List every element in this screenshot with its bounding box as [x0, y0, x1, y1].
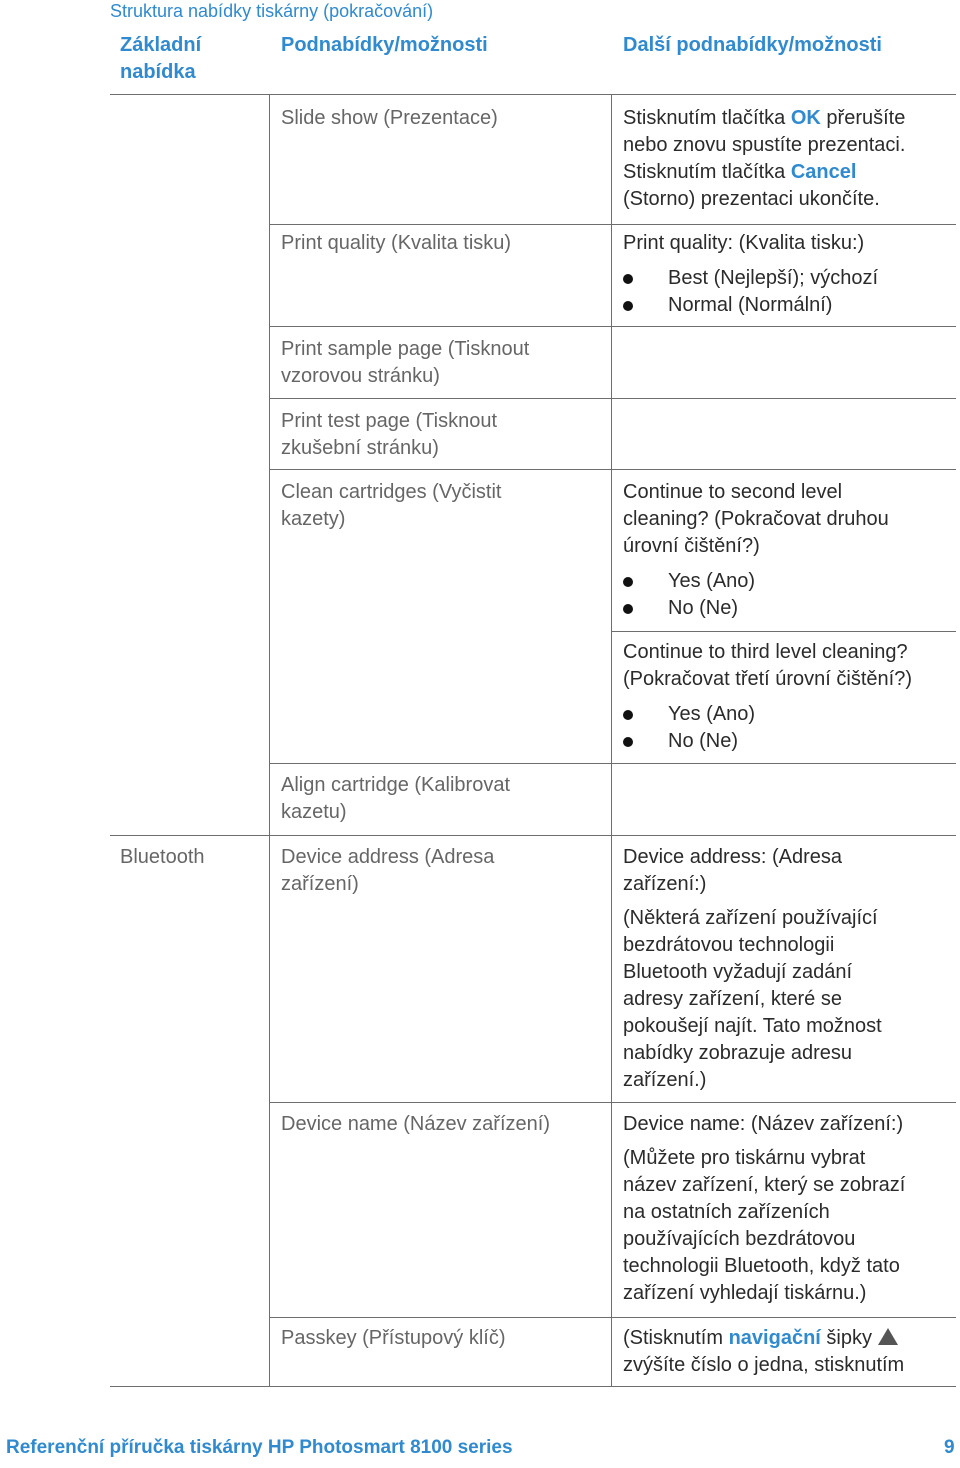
- row-divider: [270, 398, 956, 399]
- bullet-icon: [623, 274, 633, 284]
- cancel-button-label: Cancel: [790, 161, 857, 183]
- row-divider: [270, 469, 956, 470]
- row-divider: [612, 631, 956, 632]
- page-number: 9: [944, 1437, 955, 1458]
- slide-show-description: Stisknutím tlačítka OK přerušíte nebo znovu spustíte prezentaci. Stisknutím tlačítka Cancel (Storno) prezentaci ukončíte.: [623, 107, 906, 210]
- option-device-address: Device address (Adresa zařízení): [281, 846, 495, 895]
- column-header-submenus: Podnabídky/možnosti: [281, 34, 488, 56]
- page-header: Struktura nabídky tiskárny (pokračování): [110, 1, 434, 21]
- up-arrow-icon: [878, 1328, 898, 1345]
- option-device-name: Device name (Název zařízení): [281, 1113, 550, 1135]
- ok-button-label: OK: [790, 107, 821, 129]
- row-divider: [270, 1317, 956, 1318]
- column-header-main-menu: Základní nabídka: [120, 34, 202, 83]
- bullet-icon: [623, 710, 633, 720]
- bullet-icon: [623, 301, 633, 311]
- option-clean-cartridges: Clean cartridges (Vyčistit kazety): [281, 481, 502, 530]
- bullet-icon: [623, 577, 633, 587]
- navigation-label: navigační: [728, 1327, 821, 1349]
- section-divider: [110, 835, 956, 836]
- column-divider-1: [269, 95, 270, 1386]
- device-address-label: Device address: (Adresa zařízení:): [623, 846, 842, 895]
- footer-title: Referenční příručka tiskárny HP Photosmart 8100 series: [6, 1437, 513, 1458]
- bullet-icon: [623, 737, 633, 747]
- option-passkey: Passkey (Přístupový klíč): [281, 1327, 506, 1349]
- column-divider-2: [611, 95, 612, 1386]
- option-slide-show: Slide show (Prezentace): [281, 107, 498, 129]
- table-header-rule: [110, 94, 956, 95]
- passkey-description: (Stisknutím navigační šipky zvýšíte číslo o jedna, stisknutím: [623, 1327, 905, 1376]
- device-name-description: (Můžete pro tiskárnu vybrat název zařízení, který se zobrazí na ostatních zařízeních používajících bezdrátovou technologii Bluetooth, když tato zařízení vyhledají tiskárnu.): [623, 1147, 906, 1304]
- menu-bluetooth: Bluetooth: [120, 846, 205, 868]
- second-level-cleaning-question: Continue to second level cleaning? (Pokračovat druhou úrovní čištění?): [623, 481, 889, 557]
- print-quality-label: Print quality: (Kvalita tisku:): [623, 232, 865, 254]
- option-print-quality: Print quality (Kvalita tisku): [281, 232, 512, 254]
- column-header-more-options: Další podnabídky/možnosti: [623, 34, 882, 56]
- device-name-label: Device name: (Název zařízení:): [623, 1113, 904, 1135]
- option-print-sample-page: Print sample page (Tisknout vzorovou stránku): [281, 338, 530, 387]
- third-level-cleaning-question: Continue to third level cleaning? (Pokračovat třetí úrovní čištění?): [623, 641, 913, 690]
- row-divider: [270, 1102, 956, 1103]
- option-print-test-page: Print test page (Tisknout zkušební stránku): [281, 410, 498, 459]
- bullet-icon: [623, 604, 633, 614]
- row-divider: [270, 763, 956, 764]
- row-divider: [270, 326, 956, 327]
- row-divider: [270, 224, 956, 225]
- table-bottom-rule: [110, 1386, 956, 1387]
- device-address-description: (Některá zařízení používající bezdrátovou technologii Bluetooth vyžadují zadání adresy zařízení, které se pokoušejí najít. Tato možnost nabídky zobrazuje adresu zařízení.): [623, 907, 882, 1091]
- option-align-cartridge: Align cartridge (Kalibrovat kazetu): [281, 774, 510, 823]
